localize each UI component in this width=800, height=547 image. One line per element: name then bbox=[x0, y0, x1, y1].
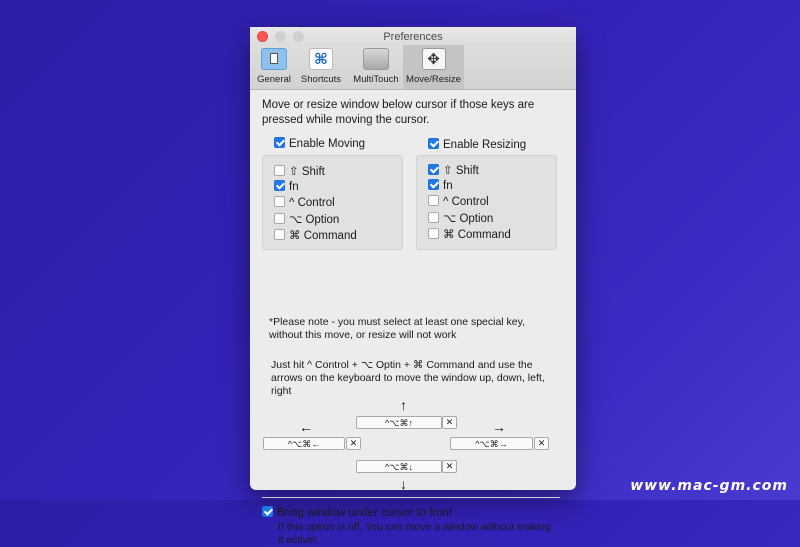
resizing-key-checkbox[interactable] bbox=[428, 227, 511, 241]
tab-label: General bbox=[257, 74, 291, 85]
bring-to-front-checkbox[interactable] bbox=[262, 506, 452, 519]
watermark-text: www.mac-gm.com bbox=[630, 478, 788, 494]
resizing-key-checkbox[interactable] bbox=[428, 179, 453, 192]
arrow-left-icon: ← bbox=[299, 419, 313, 435]
checkbox-label: fn bbox=[443, 180, 453, 192]
checkbox[interactable] bbox=[428, 195, 439, 206]
tab-label: MultiTouch bbox=[353, 74, 399, 85]
shortcut-right-field[interactable]: ^⌥⌘→ bbox=[450, 437, 533, 450]
checkbox[interactable] bbox=[428, 179, 439, 190]
checkbox-label: ⌘ Command bbox=[289, 230, 357, 242]
moving-key-checkbox[interactable] bbox=[274, 196, 335, 209]
zoom-window-button[interactable] bbox=[293, 31, 304, 42]
resizing-key-checkbox[interactable] bbox=[428, 211, 493, 225]
checkbox[interactable] bbox=[274, 137, 285, 148]
checkbox[interactable] bbox=[274, 165, 285, 176]
moving-key-checkbox[interactable] bbox=[274, 164, 325, 178]
close-window-button[interactable] bbox=[257, 31, 268, 42]
tab-shortcuts[interactable] bbox=[296, 45, 346, 89]
clear-shortcut-down-button[interactable]: ✕ bbox=[442, 460, 457, 473]
move-arrows-icon: ✥ bbox=[422, 48, 446, 70]
trackpad-icon bbox=[363, 48, 389, 70]
checkbox[interactable] bbox=[274, 229, 285, 240]
shortcut-left-field[interactable]: ^⌥⌘← bbox=[263, 437, 345, 450]
arrow-down-icon: ↓ bbox=[400, 476, 407, 492]
hint-text: Just hit ^ Control + ⌥ Optin + ⌘ Command and use the arrows on the keyboard to move the window up, down, left, right bbox=[271, 359, 545, 397]
moving-key-checkbox[interactable] bbox=[274, 212, 339, 226]
tab-label: Shortcuts bbox=[300, 74, 342, 85]
moving-key-checkbox[interactable] bbox=[274, 180, 299, 193]
divider bbox=[262, 497, 560, 498]
checkbox[interactable] bbox=[428, 212, 439, 223]
checkbox-label: ⌥ Option bbox=[289, 214, 340, 226]
shortcut-down-field[interactable]: ^⌥⌘↓ bbox=[356, 460, 442, 473]
checkbox-label: ^ Control bbox=[443, 196, 489, 208]
arrow-right-icon: → bbox=[492, 419, 506, 435]
arrow-up-icon: ↑ bbox=[400, 397, 407, 413]
checkbox-label: ⇧ Shift bbox=[443, 165, 479, 177]
tab-general[interactable] bbox=[255, 45, 293, 89]
checkbox-label: ⌘ Command bbox=[443, 229, 511, 241]
minimize-window-button[interactable] bbox=[275, 31, 286, 42]
title-bar bbox=[250, 27, 576, 45]
checkbox-label: Enable Resizing bbox=[443, 139, 527, 151]
checkbox[interactable] bbox=[428, 138, 439, 149]
enable-moving-checkbox[interactable] bbox=[274, 137, 365, 150]
preferences-window bbox=[250, 27, 576, 546]
checkbox[interactable] bbox=[274, 213, 285, 224]
note-text: *Please note - you must select at least one special key, without this move, or resize will not work bbox=[269, 316, 526, 341]
tab-label: Move/Resize bbox=[406, 74, 461, 85]
checkbox-label: Enable Moving bbox=[289, 138, 366, 150]
moving-key-checkbox[interactable] bbox=[274, 228, 357, 242]
resizing-key-checkbox[interactable] bbox=[428, 195, 489, 208]
command-icon: ⌘ bbox=[309, 48, 333, 70]
enable-resizing-checkbox[interactable] bbox=[428, 138, 526, 151]
checkbox-label: ^ Control bbox=[289, 197, 335, 209]
clear-shortcut-up-button[interactable]: ✕ bbox=[442, 416, 457, 429]
checkbox[interactable] bbox=[428, 228, 439, 239]
checkbox[interactable] bbox=[274, 196, 285, 207]
tab-multitouch[interactable] bbox=[350, 45, 402, 89]
checkbox[interactable] bbox=[274, 180, 285, 191]
checkbox-label: fn bbox=[289, 181, 299, 193]
checkbox-label: ⇧ Shift bbox=[289, 166, 325, 178]
window-title: Preferences bbox=[383, 31, 443, 43]
tab-move-resize[interactable] bbox=[403, 45, 464, 89]
preferences-toolbar bbox=[250, 45, 576, 90]
checkbox-label: ⌥ Option bbox=[443, 213, 494, 225]
shortcut-up-field[interactable]: ^⌥⌘↑ bbox=[356, 416, 442, 429]
checkbox[interactable] bbox=[428, 164, 439, 175]
pane-description: Move or resize window below cursor if those keys are pressed while moving the cursor. bbox=[262, 99, 535, 126]
checkbox[interactable] bbox=[262, 506, 273, 517]
checkbox-label: Bring window under cursor to front bbox=[277, 507, 453, 519]
clear-shortcut-left-button[interactable]: ✕ bbox=[346, 437, 361, 450]
resizing-key-checkbox[interactable] bbox=[428, 163, 479, 177]
bring-to-front-note: If this option is off, You can move a window without making it active! bbox=[278, 521, 551, 546]
general-icon bbox=[261, 48, 287, 70]
clear-shortcut-right-button[interactable]: ✕ bbox=[534, 437, 549, 450]
